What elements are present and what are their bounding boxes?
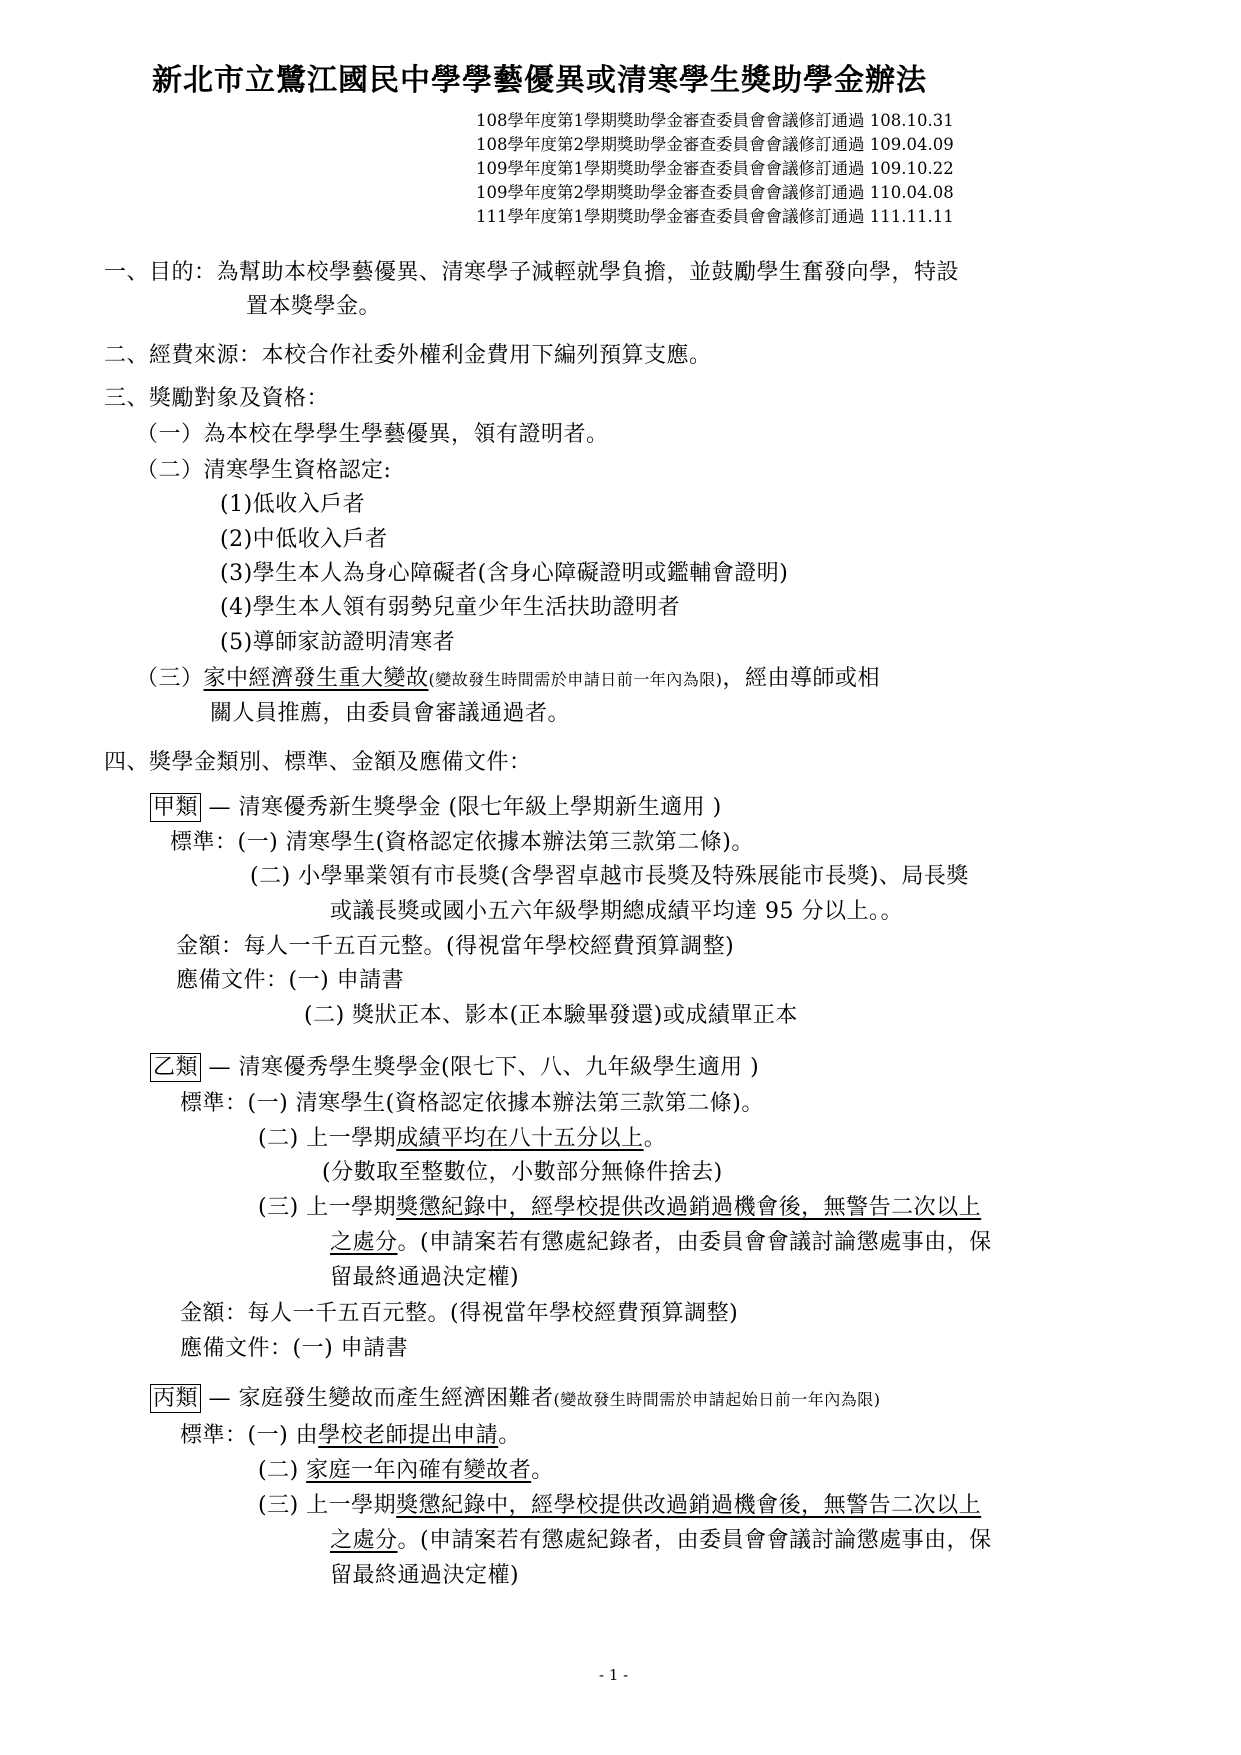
category-c-standard-1	[180, 1425, 521, 1447]
category-a-documents-1: 應備文件：(一) 申請書	[176, 968, 405, 993]
eligibility-sub-item: (2)中低收入戶者	[220, 527, 388, 552]
category-b-standard-3	[258, 1197, 981, 1219]
c-std3-prefix: (三) 上一學期	[258, 1493, 397, 1518]
item-3-rest: ，經由導師或相	[722, 666, 881, 691]
category-b-standard-2	[258, 1128, 666, 1150]
category-c-title-note: (變故發生時間需於申請起始日前一年內為限)	[553, 1390, 881, 1409]
category-c-header	[150, 1388, 881, 1410]
std3-underlined: 獎懲紀錄中，經學校提供改過銷過機會後，無警告二次以上	[396, 1195, 982, 1220]
category-b-documents-1: 應備文件：(一) 申請書	[180, 1336, 409, 1361]
category-b-standard-1: 標準：(一) 清寒學生(資格認定依據本辦法第三款第二條)。	[180, 1091, 764, 1116]
revision-line: 109學年度第2學期獎助學金審查委員會會議修訂通過 110.04.08	[476, 183, 954, 202]
category-b-header	[150, 1057, 759, 1079]
category-c-standard-3-line2	[330, 1530, 992, 1552]
page-number: - 1 -	[599, 1666, 629, 1684]
category-c-standard-2	[258, 1460, 554, 1482]
item-3-prefix: （三）	[136, 666, 204, 691]
section-funding: 二、經費來源：本校合作社委外權利金費用下編列預算支應。	[104, 343, 712, 368]
c-std2-suffix: 。	[531, 1458, 554, 1483]
revision-line: 108學年度第2學期獎助學金審查委員會會議修訂通過 109.04.09	[476, 135, 954, 154]
category-a-documents-2: (二) 獎狀正本、影本(正本驗畢發還)或成績單正本	[304, 1003, 798, 1028]
category-b-tag: 乙類	[150, 1053, 201, 1082]
category-b-standard-3-line3: 留最終通過決定權)	[330, 1265, 520, 1290]
category-a-standard-2-line2: 或議長獎或國小五六年級學期總成績平均達 95 分以上。。	[330, 899, 903, 924]
eligibility-sub-item: (4)學生本人領有弱勢兒童少年生活扶助證明者	[220, 595, 681, 620]
category-a-title: — 清寒優秀新生獎學金 (限七年級上學期新生適用 )	[208, 795, 722, 820]
category-b-standard-2-note: (分數取至整數位，小數部分無條件捨去)	[322, 1160, 723, 1185]
eligibility-item-3	[136, 668, 880, 690]
c-std1-prefix: 標準：(一) 由	[180, 1423, 319, 1448]
item-3-note: (變故發生時間需於申請日前一年內為限)	[428, 670, 723, 689]
category-b-title: — 清寒優秀學生獎學金(限七下、八、九年級學生適用 )	[208, 1055, 760, 1080]
section-purpose-line1: 一、目的：為幫助本校學藝優異、清寒學子減輕就學負擔，並鼓勵學生奮發向學，特設	[104, 260, 960, 285]
section-eligibility-heading: 三、獎勵對象及資格：	[104, 386, 330, 411]
std2-prefix: (二) 上一學期	[258, 1126, 397, 1151]
document-title: 新北市立鷺江國民中學學藝優異或清寒學生獎助學金辦法	[152, 63, 927, 98]
category-a-standard-2: (二) 小學畢業領有市長獎(含學習卓越市長獎及特殊展能市長獎)、局長獎	[250, 864, 969, 889]
section-categories-heading: 四、獎學金類別、標準、金額及應備文件：	[104, 750, 532, 775]
c-std1-suffix: 。	[498, 1423, 521, 1448]
std2-underlined: 成績平均在八十五分以上	[396, 1126, 644, 1151]
category-a-amount: 金額：每人一千五百元整。(得視當年學校經費預算調整)	[176, 934, 735, 959]
item-3-underlined: 家中經濟發生重大變故	[203, 666, 429, 691]
std3-underlined-b: 之處分	[330, 1230, 398, 1255]
eligibility-item-3-line2: 關人員推薦，由委員會審議通過者。	[210, 701, 571, 726]
eligibility-sub-item: (3)學生本人為身心障礙者(含身心障礙證明或鑑輔會證明)	[220, 561, 789, 586]
category-a-header	[150, 797, 722, 819]
eligibility-item-2: （二）清寒學生資格認定:	[136, 458, 392, 483]
category-b-standard-3-line2	[330, 1232, 992, 1254]
category-a-standard-1: 標準：(一) 清寒學生(資格認定依據本辦法第三款第二條)。	[170, 830, 754, 855]
eligibility-sub-item: (1)低收入戶者	[220, 492, 366, 517]
category-a-tag: 甲類	[150, 793, 201, 822]
eligibility-item-1: （一）為本校在學學生學藝優異，領有證明者。	[136, 422, 609, 447]
category-c-standard-3	[258, 1495, 981, 1517]
c-std1-underlined: 學校老師提出申請	[318, 1423, 499, 1448]
revision-line: 108學年度第1學期獎助學金審查委員會會議修訂通過 108.10.31	[476, 111, 954, 130]
std2-suffix: 。	[643, 1126, 667, 1151]
category-b-amount: 金額：每人一千五百元整。(得視當年學校經費預算調整)	[180, 1301, 739, 1326]
eligibility-sub-item: (5)導師家訪證明清寒者	[220, 630, 456, 655]
c-std3-underlined-b: 之處分	[330, 1528, 398, 1553]
c-std2-underlined: 家庭一年內確有變故者	[306, 1458, 532, 1483]
category-c-title: — 家庭發生變故而產生經濟困難者	[208, 1386, 554, 1411]
std3-rest: 。(申請案若有懲處紀錄者，由委員會會議討論懲處事由，保	[397, 1230, 992, 1255]
category-c-standard-3-line3: 留最終通過決定權)	[330, 1563, 520, 1588]
c-std3-rest: 。(申請案若有懲處紀錄者，由委員會會議討論懲處事由，保	[397, 1528, 992, 1553]
c-std2-prefix: (二)	[258, 1458, 307, 1483]
std3-prefix: (三) 上一學期	[258, 1195, 397, 1220]
section-purpose-line2: 置本獎學金。	[246, 294, 382, 319]
revision-line: 111學年度第1學期獎助學金審查委員會會議修訂通過 111.11.11	[476, 207, 954, 226]
revision-line: 109學年度第1學期獎助學金審查委員會會議修訂通過 109.10.22	[476, 159, 954, 178]
c-std3-underlined: 獎懲紀錄中，經學校提供改過銷過機會後，無警告二次以上	[396, 1493, 982, 1518]
category-c-tag: 丙類	[150, 1384, 201, 1413]
